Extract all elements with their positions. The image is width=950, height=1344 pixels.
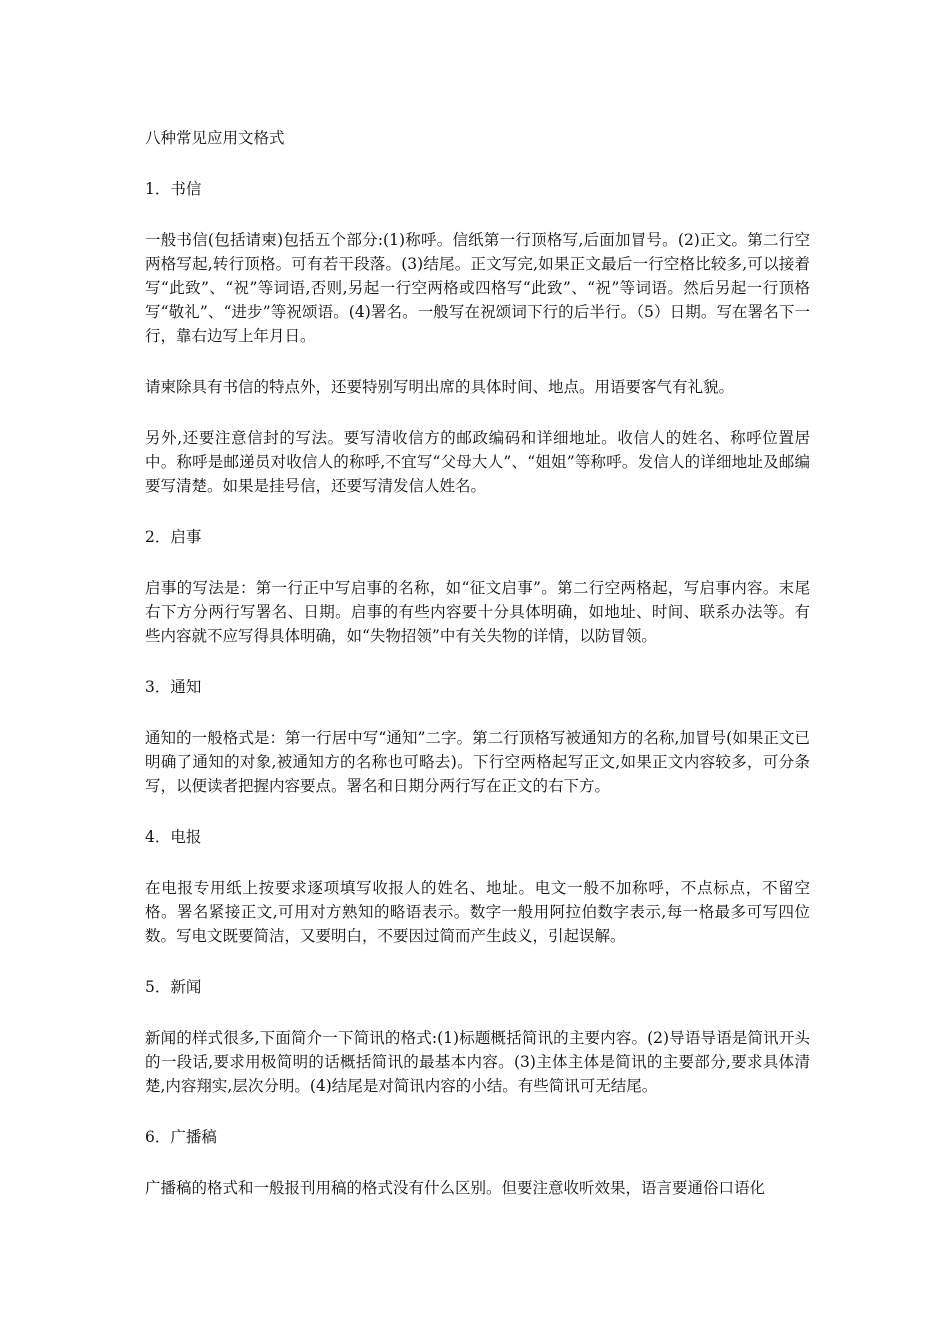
section-heading-broadcast: 6．广播稿 [145,1128,217,1146]
section-heading-announcement: 3．通知 [145,678,202,696]
broadcast-paragraph: 广播稿的格式和一般报刊用稿的格式没有什么区别。但要注意收听效果，语言要通俗口语化 [145,1179,766,1197]
section-heading-news: 5．新闻 [145,978,202,996]
envelope-paragraph: 另外,还要注意信封的写法。要写清收信方的邮政编码和详细地址。收信人的姓名、称呼位置居中。称呼是邮递员对收信人的称呼,不宜写“父母大人”、“姐姐”等称呼。发信人的详细地址及邮编要写清楚。如果是挂号信，还要写清发信人姓名。 [145,429,810,495]
notice-paragraph: 启事的写法是：第一行正中写启事的名称，如“征文启事”。第二行空两格起，写启事内容。末尾右下方分两行写署名、日期。启事的有些内容要十分具体明确，如地址、时间、联系办法等。有些内容就不应写得具体明确，如“失物招领”中有关失物的详情，以防冒领。 [145,579,810,645]
section-heading-notice: 2．启事 [145,528,202,546]
section-heading-letter: 1．书信 [145,180,202,198]
news-paragraph: 新闻的样式很多,下面简介一下简讯的格式:(1)标题概括简讯的主要内容。(2)导语导语是简讯开头的一段话,要求用极简明的话概括简讯的最基本内容。(3)主体主体是简讯的主要部分,要求具体清楚,内容翔实,层次分明。(4)结尾是对简讯内容的小结。有些简讯可无结尾。 [145,1029,810,1095]
document-title: 八种常见应用文格式 [145,129,285,147]
announcement-paragraph: 通知的一般格式是：第一行居中写“通知”二字。第二行顶格写被通知方的名称,加冒号(如果正文已明确了通知的对象,被通知方的名称也可略去)。下行空两格起写正文,如果正文内容较多，可分条写，以便读者把握内容要点。署名和日期分两行写在正文的右下方。 [145,729,810,795]
telegram-paragraph: 在电报专用纸上按要求逐项填写收报人的姓名、地址。电文一般不加称呼，不点标点，不留空格。署名紧接正文,可用对方熟知的略语表示。数字一般用阿拉伯数字表示,每一格最多可写四位数。写电文既要简洁，又要明白，不要因过简而产生歧义，引起误解。 [145,879,810,945]
document-page [145,126,810,1227]
section-heading-telegram: 4．电报 [145,828,202,846]
letter-paragraph: 一般书信(包括请柬)包括五个部分:(1)称呼。信纸第一行顶格写,后面加冒号。(2)正文。第二行空两格写起,转行顶格。可有若干段落。(3)结尾。正文写完,如果正文最后一行空格比较多,可以接着写“此致”、“祝”等词语,否则,另起一行空两格或四格写“此致”、“祝”等词语。然后另起一行顶格写“敬礼”、“进步”等祝颂语。(4)署名。一般写在祝颂词下行的后半行。（5）日期。写在署名下一行，靠右边写上年月日。 [145,231,810,345]
invitation-paragraph: 请柬除具有书信的特点外，还要特别写明出席的具体时间、地点。用语要客气有礼貌。 [145,378,735,396]
